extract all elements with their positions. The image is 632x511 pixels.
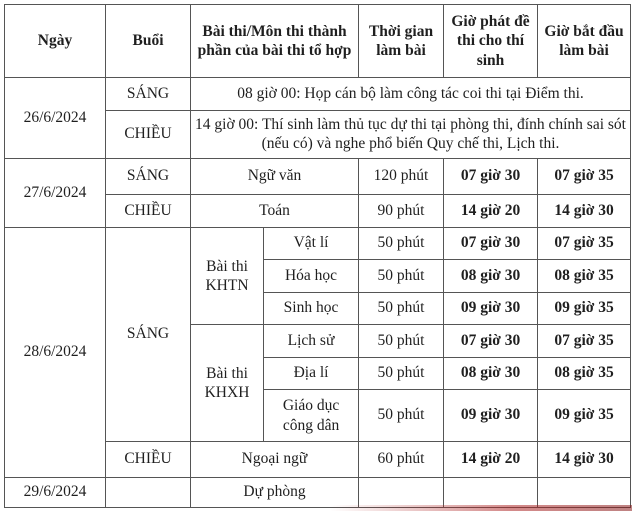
header-start-time: Giờ bắt đầu làm bài: [538, 5, 631, 78]
subject-cell: Sinh học: [264, 293, 359, 325]
start-time-cell: 14 giờ 30: [538, 195, 631, 228]
start-time-cell: 09 giờ 35: [538, 390, 631, 442]
header-duration: Thời gian làm bài: [359, 5, 444, 78]
distribute-time-cell: 14 giờ 20: [444, 195, 538, 228]
subject-cell: Địa lí: [264, 358, 359, 390]
distribute-time-cell: 07 giờ 30: [444, 159, 538, 195]
duration-cell: 60 phút: [359, 442, 444, 478]
subject-cell: Giáo dục công dân: [264, 390, 359, 442]
subject-cell: Hóa học: [264, 260, 359, 293]
subject-cell: Dự phòng: [191, 478, 359, 508]
distribute-time-cell: 07 giờ 30: [444, 228, 538, 260]
start-time-cell: 07 giờ 35: [538, 159, 631, 195]
start-time-cell: 14 giờ 30: [538, 442, 631, 478]
session-cell: CHIỀU: [106, 111, 191, 159]
header-day: Ngày: [5, 5, 106, 78]
session-cell: SÁNG: [106, 78, 191, 111]
distribute-time-cell: [444, 478, 538, 508]
session-cell: SÁNG: [106, 228, 191, 442]
start-time-cell: 08 giờ 35: [538, 260, 631, 293]
distribute-time-cell: 09 giờ 30: [444, 293, 538, 325]
session-cell: [106, 478, 191, 508]
date-cell: 28/6/2024: [5, 228, 106, 478]
session-cell: SÁNG: [106, 159, 191, 195]
duration-cell: 50 phút: [359, 358, 444, 390]
duration-cell: 50 phút: [359, 325, 444, 358]
group-cell-khxh: Bài thi KHXH: [191, 325, 264, 442]
start-time-cell: [538, 478, 631, 508]
date-cell: 26/6/2024: [5, 78, 106, 159]
header-subject: Bài thi/Môn thi thành phần của bài thi tổ hợp: [191, 5, 359, 78]
table-row: [5, 78, 631, 111]
start-time-cell: 07 giờ 35: [538, 228, 631, 260]
subject-cell: Ngoại ngữ: [191, 442, 359, 478]
start-time-cell: 09 giờ 35: [538, 293, 631, 325]
session-cell: CHIỀU: [106, 195, 191, 228]
session-cell: CHIỀU: [106, 442, 191, 478]
duration-cell: 50 phút: [359, 293, 444, 325]
duration-cell: 50 phút: [359, 228, 444, 260]
distribute-time-cell: 08 giờ 30: [444, 358, 538, 390]
distribute-time-cell: 07 giờ 30: [444, 325, 538, 358]
table-row: [5, 478, 631, 508]
start-time-cell: 07 giờ 35: [538, 325, 631, 358]
start-time-cell: 08 giờ 35: [538, 358, 631, 390]
date-cell: 27/6/2024: [5, 159, 106, 228]
header-distribute-time: Giờ phát đề thi cho thí sinh: [444, 5, 538, 78]
duration-cell: 50 phút: [359, 390, 444, 442]
subject-cell: Ngữ văn: [191, 159, 359, 195]
table-row: [5, 228, 631, 260]
decorative-bottom-edge: [330, 505, 632, 511]
header-row: [5, 5, 631, 78]
distribute-time-cell: 14 giờ 20: [444, 442, 538, 478]
note-cell: 14 giờ 00: Thí sinh làm thủ tục dự thi tại phòng thi, đính chính sai sót (nếu có) và nghe phổ biến Quy chế thi, Lịch thi.: [191, 111, 631, 159]
subject-cell: Vật lí: [264, 228, 359, 260]
header-session: Buổi: [106, 5, 191, 78]
table-row: [5, 159, 631, 195]
distribute-time-cell: 08 giờ 30: [444, 260, 538, 293]
exam-schedule-table: [4, 4, 631, 508]
distribute-time-cell: 09 giờ 30: [444, 390, 538, 442]
date-cell: 29/6/2024: [5, 478, 106, 508]
duration-cell: 50 phút: [359, 260, 444, 293]
duration-cell: 120 phút: [359, 159, 444, 195]
group-cell-khtn: Bài thi KHTN: [191, 228, 264, 325]
subject-cell: Toán: [191, 195, 359, 228]
subject-cell: Lịch sử: [264, 325, 359, 358]
duration-cell: 90 phút: [359, 195, 444, 228]
exam-schedule-document: [4, 4, 631, 508]
note-cell: 08 giờ 00: Họp cán bộ làm công tác coi thi tại Điểm thi.: [191, 78, 631, 111]
duration-cell: [359, 478, 444, 508]
